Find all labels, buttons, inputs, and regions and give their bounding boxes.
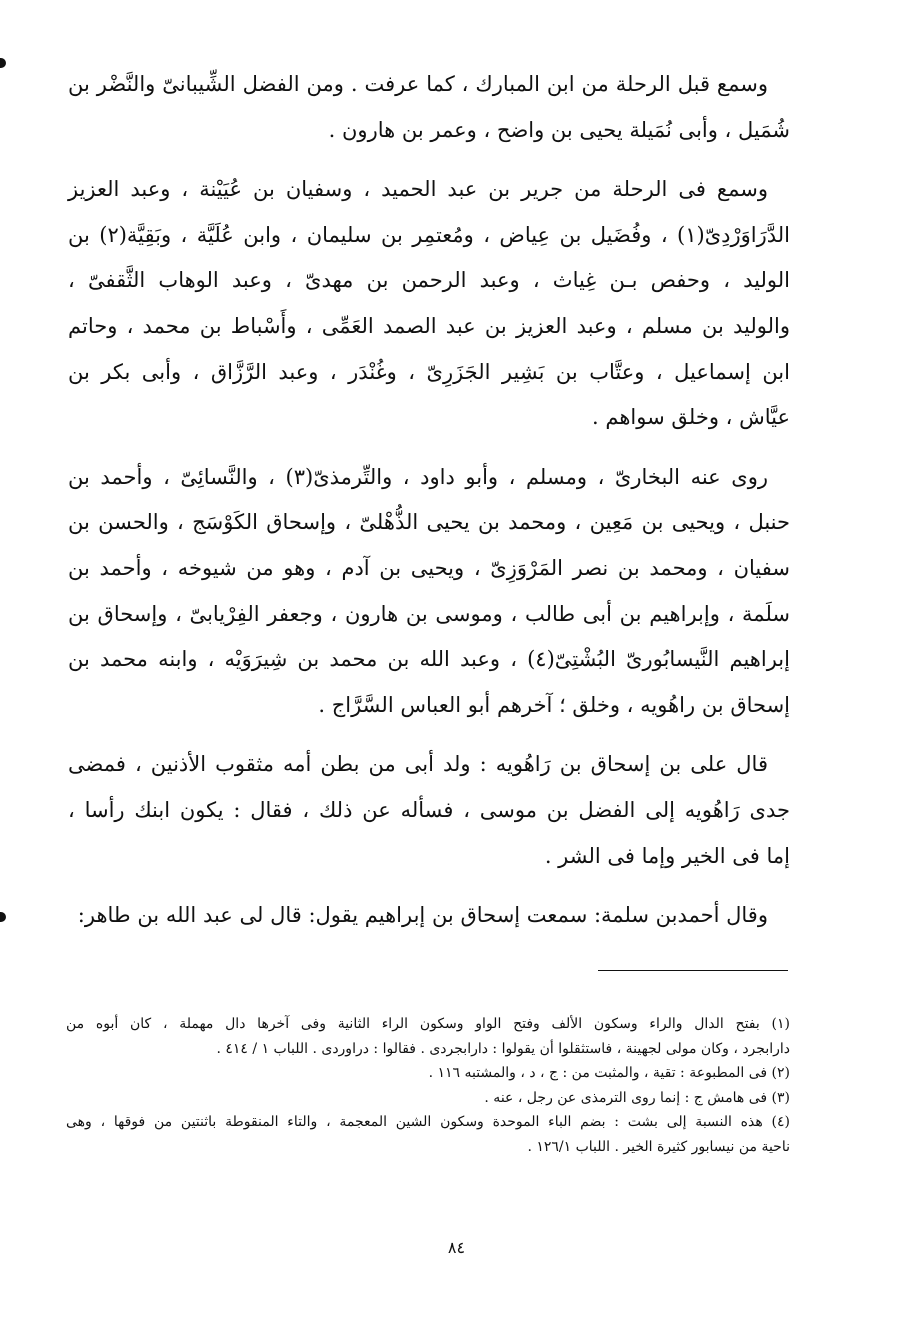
- footnote-4: [66, 1110, 790, 1159]
- footnote-2: [66, 1061, 790, 1086]
- text-line: الوليد ، وحفص بـن غِياث ، وعبد الرحمن بن مهدىّ ، وعبد الوهاب الثَّقفىّ ،: [68, 268, 790, 293]
- paragraph-4: [68, 742, 790, 879]
- footnotes: [66, 1012, 790, 1159]
- text-line: الدَّرَاوَرْدِىّ(١) ، وفُضَيل بن عِياض ، ومُعتمِر بن سليمان ، وابن عُلَيَّة ، وبَقِيَّة(٢) بن: [68, 222, 790, 247]
- text-line: حنبل ، ويحيى بن مَعِين ، ومحمد بن يحيى الذُّهْلىّ ، وإسحاق الكَوْسَج ، والحسن بن: [68, 510, 790, 535]
- footnote-line: ناحية من نيسابور كثيرة الخير . اللباب ١٢٦/١ .: [527, 1138, 790, 1155]
- text-line: إما فى الخير وإما فى الشر .: [544, 843, 790, 868]
- text-line: إبراهيم النَّيسابُورىّ البُشْتِىّ(٤) ، وعبد الله بن محمد بن شِيرَوَيْه ، وابنه محمد بن: [68, 647, 790, 672]
- text-line: وسمع فى الرحلة من جرير بن عبد الحميد ، وسفيان بن عُيَيْنة ، وعبد العزيز: [68, 177, 768, 202]
- paragraph-1: [68, 62, 790, 153]
- text-line: إسحاق بن راهُويه ، وخلق ؛ آخرهم أبو العباس السَّرَّاج .: [318, 692, 790, 717]
- text-line: والوليد بن مسلم ، وعبد العزيز بن عبد الصمد العَمِّى ، وأَسْباط بن محمد ، وحاتم: [68, 313, 790, 338]
- footnote-separator: [598, 970, 788, 971]
- footnote-3: [66, 1086, 790, 1111]
- paragraph-2: [68, 167, 790, 441]
- text-line: سفيان ، ومحمد بن نصر المَرْوَزِىّ ، ويحيى بن آدم ، وهو من شيوخه ، وأحمد بن: [68, 555, 790, 580]
- margin-mark-middle: [0, 912, 6, 922]
- footnote-1: [66, 1012, 790, 1061]
- text-line: قال على بن إسحاق بن رَاهُويه : ولد أبى من بطن أمه مثقوب الأذنين ، فمضى: [68, 752, 768, 777]
- footnote-line: (٣) فى هامش ج : إنما روى الترمذى عن رجل ، عنه .: [484, 1089, 790, 1106]
- page-number: ٨٤: [447, 1238, 466, 1257]
- text-line: جدى رَاهُويه إلى الفضل بن موسى ، فسأله عن ذلك ، فقال : يكون ابنك رأسا ،: [68, 797, 790, 822]
- text-line: روى عنه البخارىّ ، ومسلم ، وأبو داود ، والتِّرمذىّ(٣) ، والنَّسائِىّ ، وأحمد بن: [68, 464, 768, 489]
- text-line: عيَّاش ، وخلق سواهم .: [592, 405, 790, 430]
- text-line: وقال أحمدبن سلمة: سمعت إسحاق بن إبراهيم يقول: قال لى عبد الله بن طاهر:: [77, 903, 768, 928]
- paragraph-5: [68, 893, 790, 939]
- footnote-line: (٢) فى المطبوعة : تقية ، والمثبت من : ج ، د ، والمشتبه ١١٦ .: [428, 1065, 790, 1081]
- text-line: سلَمة ، وإبراهيم بن أبى طالب ، وموسى بن هارون ، وجعفر الفِرْيابىّ ، وإسحاق بن: [68, 601, 790, 626]
- text-line: وسمع قبل الرحلة من ابن المبارك ، كما عرفت . ومن الفضل الشِّيبانىّ والنَّضْر بن: [68, 72, 768, 96]
- main-text: [68, 62, 790, 953]
- text-line: ابن إسماعيل ، وعتَّاب بن بَشِير الجَزَرِىّ ، وغُنْدَر ، وعبد الرَّزَّاق ، وأبى بكر بن: [68, 359, 790, 384]
- text-line: شُمَيل ، وأبى نُمَيلة يحيى بن واضح ، وعمر بن هارون .: [328, 117, 790, 142]
- paragraph-3: [68, 455, 790, 729]
- footnote-line: (٤) هذه النسبة إلى بشت : بضم الباء الموحدة وسكون الشين المعجمة ، والتاء المنقوطة باثنتين من فوقها ، وهى: [66, 1114, 790, 1130]
- footnote-line: دارابجرد ، وكان مولى لجهينة ، فاستثقلوا أن يقولوا : دارابجردى . فقالوا : دراوردى . اللباب ١ / ٤١٤ .: [216, 1040, 790, 1057]
- footnote-line: (١) بفتح الدال والراء وسكون الألف وفتح الواو وسكون الراء الثانية وفى آخرها دال مهملة ، كان أبوه من: [66, 1016, 790, 1032]
- margin-mark-top: [0, 58, 6, 68]
